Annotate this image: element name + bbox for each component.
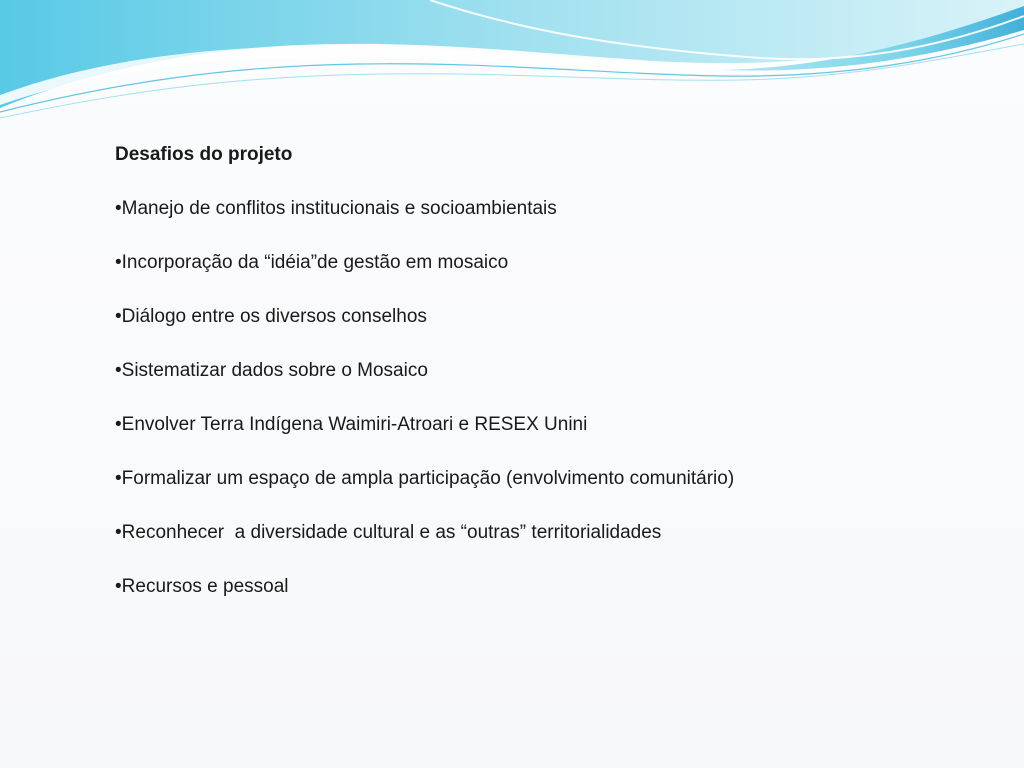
bullet-item bbox=[115, 465, 755, 492]
bullet-text: Diálogo entre os diversos conselhos bbox=[121, 306, 427, 327]
bullet-glyph: • bbox=[115, 576, 122, 597]
bullet-text: Formalizar um espaço de ampla participação (envolvimento comunitário) bbox=[121, 468, 735, 489]
bullet-text: Manejo de conflitos institucionais e socioambientais bbox=[121, 198, 557, 219]
slide-heading: Desafios do projeto bbox=[115, 144, 293, 165]
slide-body bbox=[115, 141, 755, 627]
bullet-item bbox=[115, 357, 755, 384]
bullet-item bbox=[115, 519, 755, 546]
bullet-item bbox=[115, 195, 755, 222]
bullet-item bbox=[115, 573, 755, 600]
bullet-item bbox=[115, 411, 755, 438]
bullet-glyph: • bbox=[115, 198, 122, 219]
bullet-glyph: • bbox=[115, 306, 122, 327]
bullet-text: Sistematizar dados sobre o Mosaico bbox=[121, 360, 428, 381]
bullet-text: Incorporação da “idéia”de gestão em mosaico bbox=[121, 252, 509, 273]
bullet-glyph: • bbox=[115, 414, 122, 435]
bullet-item bbox=[115, 249, 755, 276]
bullet-item bbox=[115, 303, 755, 330]
bullet-glyph: • bbox=[115, 468, 122, 489]
bullet-glyph: • bbox=[115, 360, 122, 381]
header-wave-decoration bbox=[0, 0, 1024, 130]
bullet-text: Reconhecer a diversidade cultural e as “outras” territorialidades bbox=[121, 522, 662, 543]
bullet-glyph: • bbox=[115, 252, 122, 273]
bullet-text: Envolver Terra Indígena Waimiri-Atroari e RESEX Unini bbox=[121, 414, 588, 435]
bullet-glyph: • bbox=[115, 522, 122, 543]
bullet-text: Recursos e pessoal bbox=[121, 576, 289, 597]
